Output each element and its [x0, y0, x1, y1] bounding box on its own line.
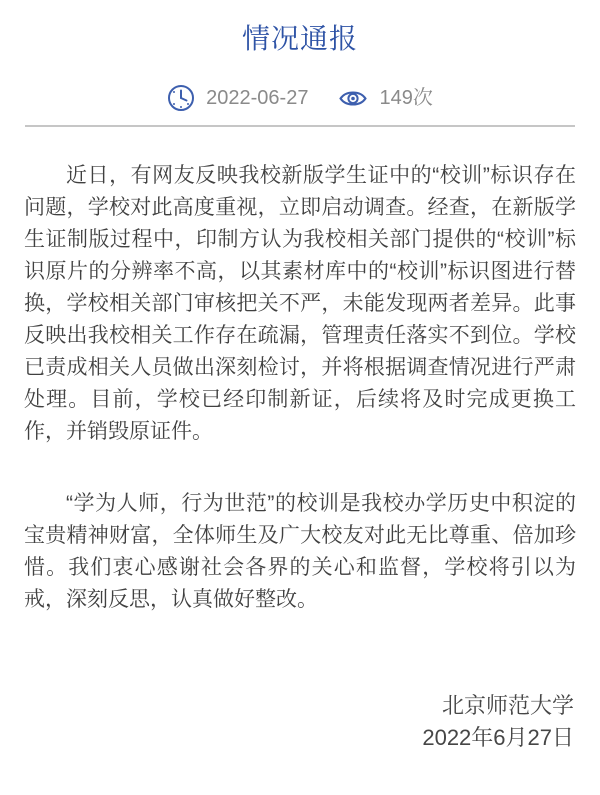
- signature-date: 2022年6月27日: [422, 725, 574, 750]
- article-body: [0, 160, 600, 616]
- publish-date: 2022-06-27: [206, 87, 309, 109]
- page-title: 情况通报: [241, 23, 358, 54]
- signature-org: 北京师范大学: [441, 693, 574, 718]
- meta-row: [0, 84, 600, 112]
- signature-block: [0, 690, 600, 754]
- clock-icon: [167, 84, 195, 112]
- view-count: 149次: [379, 87, 433, 109]
- paragraph-1: 近日，有网友反映我校新版学生证中的“校训”标识存在问题，学校对此高度重视，立即启动调查。经查，在新版学生证制版过程中，印制方认为我校相关部门提供的“校训”标识原片的分辨率不高，以其素材库中的“校训”标识图进行替换，学校相关部门审核把关不严，未能发现两者差异。此事反映出我校相关工作存在疏漏，管理责任落实不到位。学校已责成相关人员做出深刻检讨，并将根据调查情况进行严肃处理。目前，学校已经印制新证，后续将及时完成更换工作，并销毁原证件。: [24, 164, 576, 443]
- header-divider: [25, 125, 575, 127]
- paragraph-2: “学为人师，行为世范”的校训是我校办学历史中积淀的宝贵精神财富，全体师生及广大校友对此无比尊重、倍加珍惜。我们衷心感谢社会各界的关心和监督，学校将引以为戒，深刻反思，认真做好整改。: [24, 492, 576, 611]
- views-eye-icon: [338, 88, 368, 109]
